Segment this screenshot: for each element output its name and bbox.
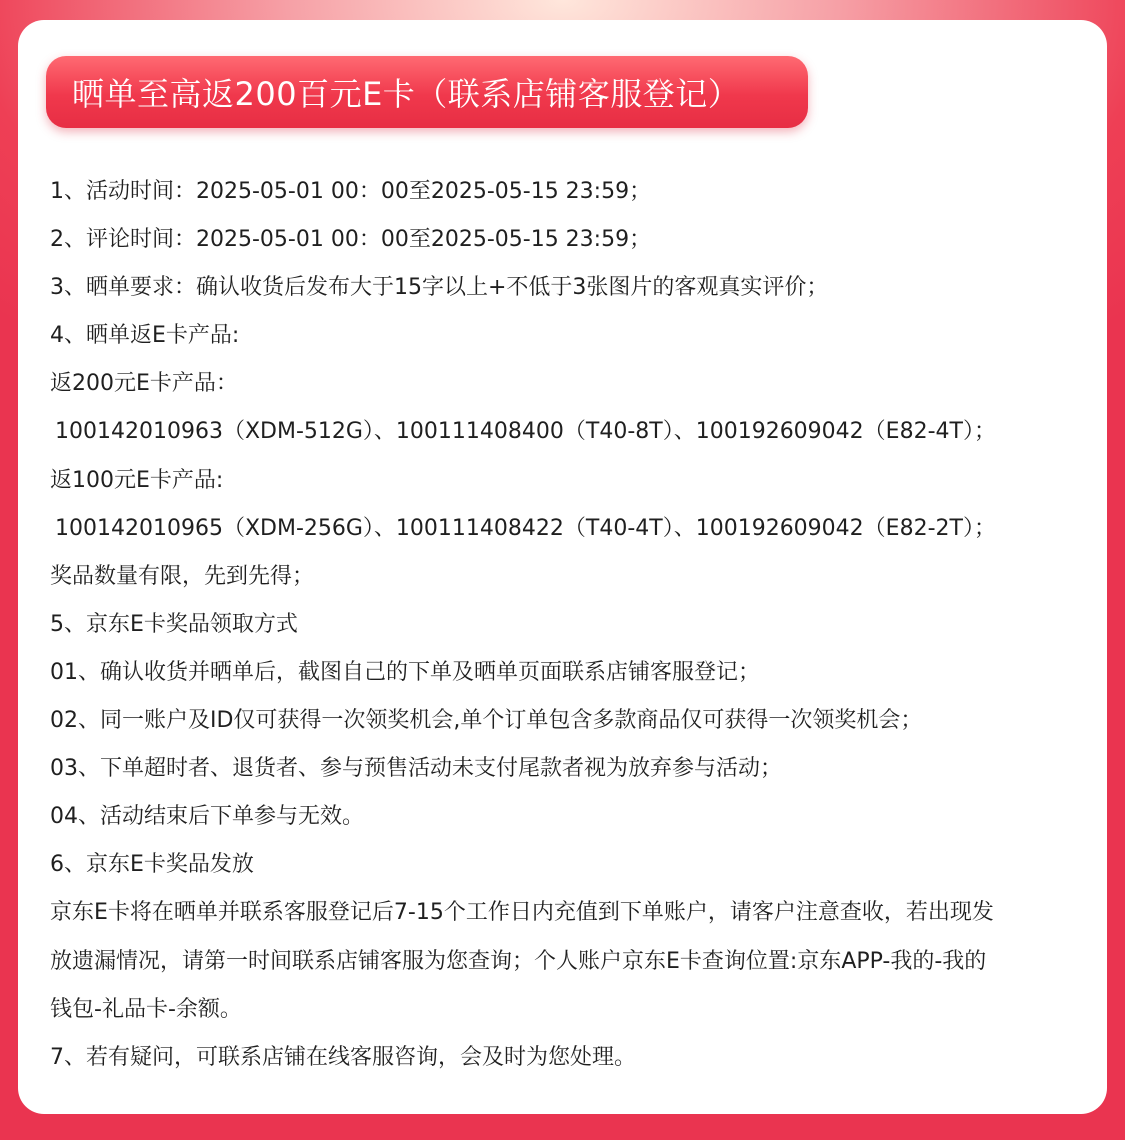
rules-content — [50, 168, 1080, 1082]
rule-limited-quantity: 奖品数量有限，先到先得； — [50, 563, 315, 589]
rule-200-products-label: 返200元E卡产品： — [50, 371, 238, 397]
rule-claim-step-04: 04、活动结束后下单参与无效。 — [50, 804, 364, 830]
rule-claim-step-01: 01、确认收货并晒单后，截图自己的下单及晒单页面联系店铺客服登记； — [50, 659, 760, 685]
rule-100-products-list: 100142010965（XDM-256G）、100111408422（T40-4T）、100192609042（E82-2T）； — [55, 515, 996, 541]
title-banner — [46, 56, 808, 128]
rule-claim-step-03: 03、下单超时者、退货者、参与预售活动未支付尾款者视为放弃参与活动； — [50, 756, 782, 782]
page-title: 晒单至高返200百元E卡（联系店铺客服登记） — [72, 75, 741, 113]
rule-distribution-text-2: 放遗漏情况，请第一时间联系店铺客服为您查询；个人账户京东E卡查询位置:京东APP-我的-我的 — [50, 948, 987, 974]
rule-claim-step-02: 02、同一账户及ID仅可获得一次领奖机会,单个订单包含多款商品仅可获得一次领奖机会； — [50, 708, 923, 734]
rule-review-requirement: 3、晒单要求：确认收货后发布大于15字以上+不低于3张图片的客观真实评价； — [50, 275, 829, 301]
rule-claim-heading: 5、京东E卡奖品领取方式 — [50, 611, 298, 637]
rule-contact: 7、若有疑问，可联系店铺在线客服咨询，会及时为您处理。 — [50, 1044, 636, 1070]
rule-distribution-heading: 6、京东E卡奖品发放 — [50, 852, 254, 878]
rules-card — [18, 20, 1107, 1114]
rule-200-products-list: 100142010963（XDM-512G）、100111408400（T40-8T）、100192609042（E82-4T）； — [55, 419, 996, 445]
rule-100-products-label: 返100元E卡产品: — [50, 467, 224, 493]
rule-activity-time: 1、活动时间：2025-05-01 00：00至2025-05-15 23:59； — [50, 179, 652, 204]
rule-distribution-text-3: 钱包-礼品卡-余额。 — [50, 996, 242, 1022]
rule-products-heading: 4、晒单返E卡产品: — [50, 323, 240, 349]
rule-review-time: 2、评论时间：2025-05-01 00：00至2025-05-15 23:59； — [50, 227, 652, 253]
rule-distribution-text-1: 京东E卡将在晒单并联系客服登记后7-15个工作日内充值到下单账户，请客户注意查收，若出现发 — [50, 900, 994, 926]
